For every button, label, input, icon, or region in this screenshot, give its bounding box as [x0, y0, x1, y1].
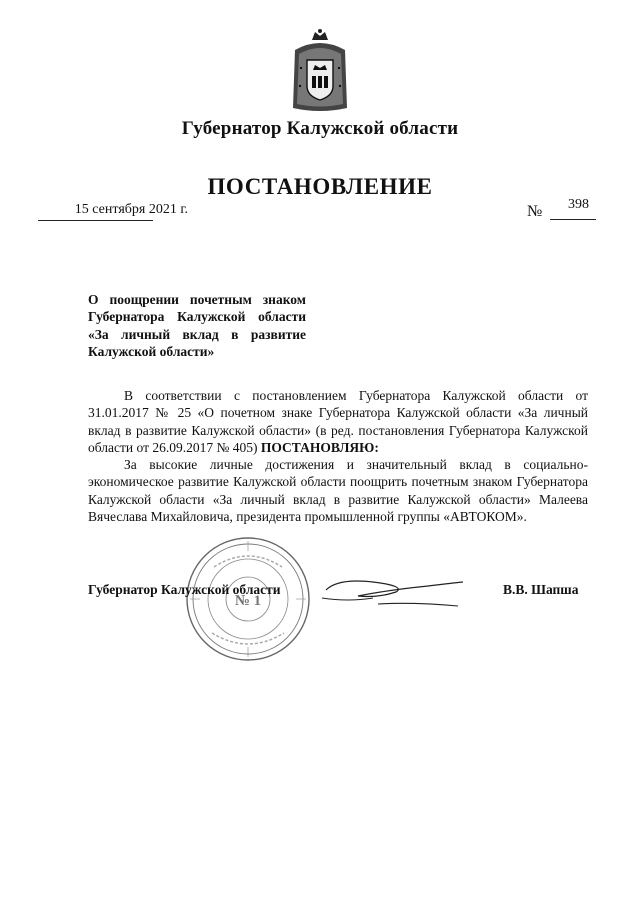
coat-of-arms-icon — [289, 28, 351, 114]
body-paragraph-2: За высокие личные достижения и значительный вклад в социально-экономическое развитие Калужской области поощрить почетным знаком Губернатора Калужской области «За личный вклад в развитие Калужской области» Малеева Вячеслава Михайловича, президента промышленной группы «АВТОКОМ». — [88, 457, 588, 525]
document-date: 15 сентября 2021 г. — [74, 202, 188, 217]
number-label: № — [527, 203, 543, 220]
body-paragraph-1: В соответствии с постановлением Губернатора Калужской области от 31.01.2017 № 25 «О почетном знаке Губернатора Калужской области «За личный вклад в развитие Калужской области» (в ред. постановления Губернатора Калужской области от 26.09.2017 № 405) ПОСТАНОВЛЯЮ: — [88, 388, 588, 455]
signatory-position: Губернатор Калужской области — [88, 582, 281, 597]
date-underline — [38, 220, 153, 221]
government-title: Губернатор Калужской области — [181, 118, 459, 139]
document-body — [88, 387, 588, 525]
document-subject: О поощрении почетным знаком Губернатора Калужской области «За личный вклад в развитие Калужской области» — [88, 292, 306, 359]
signatory-name: В.В. Шапша — [503, 582, 579, 597]
official-seal-icon — [184, 535, 312, 663]
document-type: ПОСТАНОВЛЕНИЕ — [207, 174, 433, 199]
document-number: 398 — [568, 197, 589, 212]
seal-number: № 1 — [234, 593, 262, 609]
number-underline — [550, 219, 596, 220]
resolution-word: ПОСТАНОВЛЯЮ: — [260, 439, 379, 455]
handwritten-signature — [318, 568, 468, 618]
